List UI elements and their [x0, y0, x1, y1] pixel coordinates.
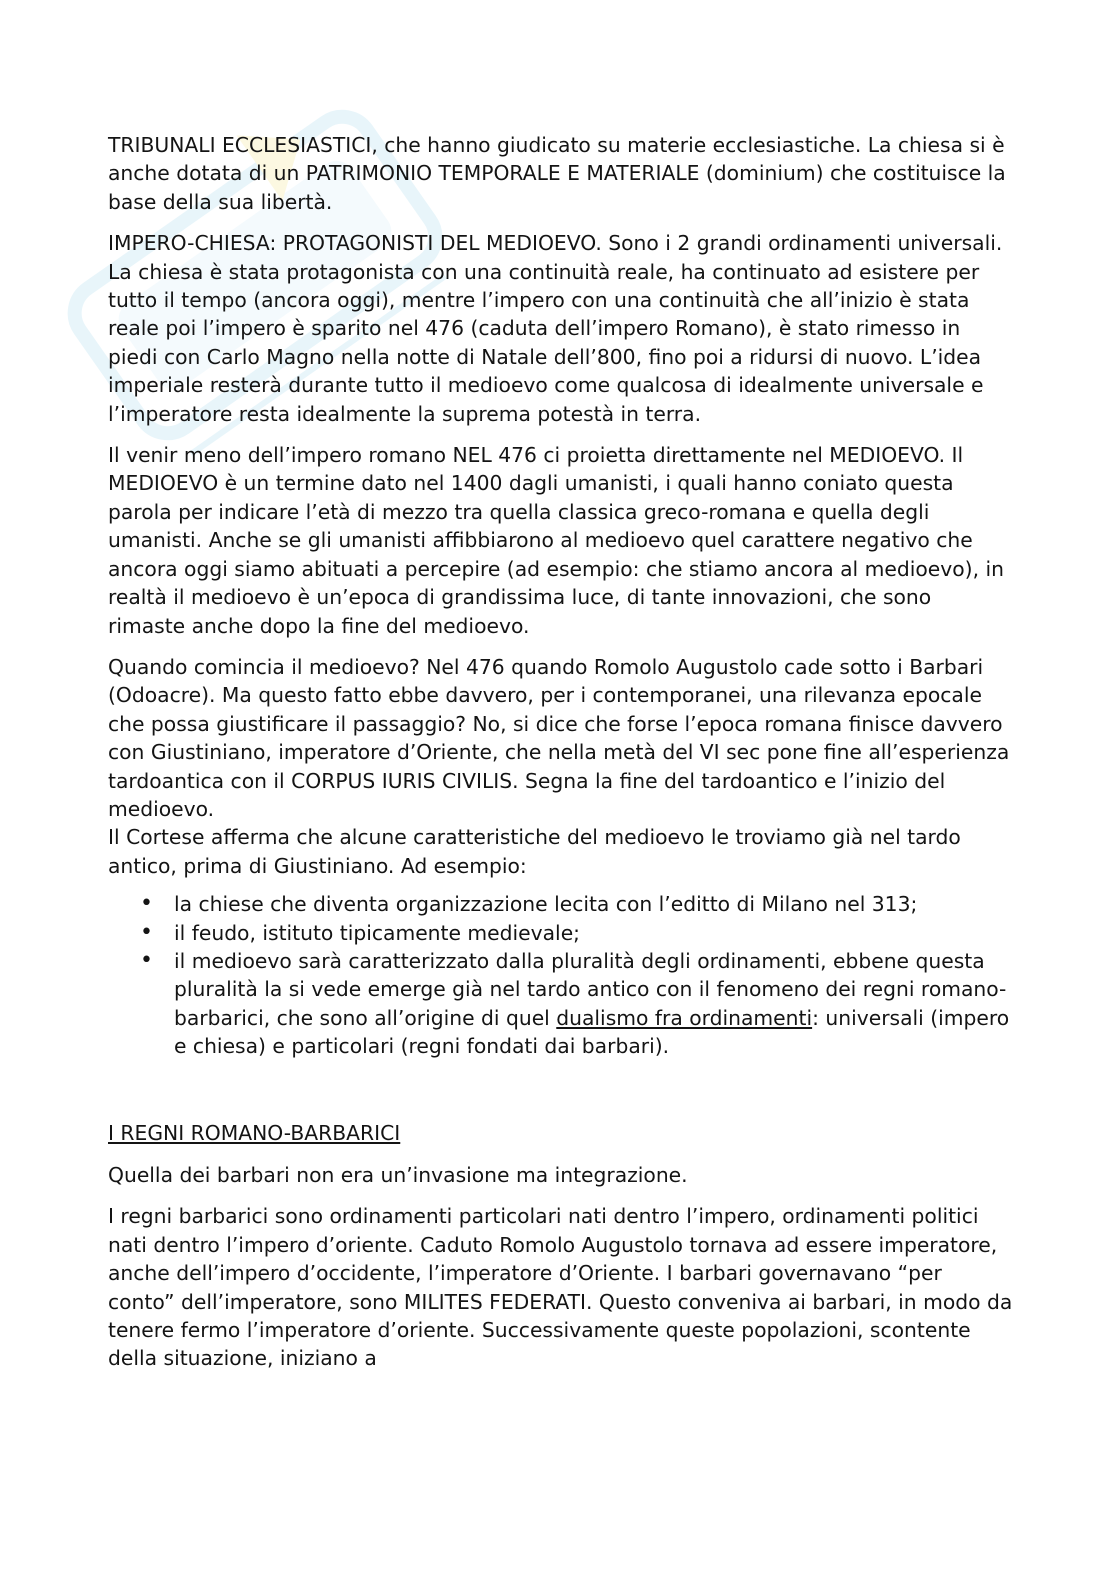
paragraph-impero-chiesa: IMPERO-CHIESA: PROTAGONISTI DEL MEDIOEVO. Sono i 2 grandi ordinamenti universali. La chiesa è stata protagonista con una continuità reale, ha continuato ad esistere per tutto il tempo (ancora oggi), mentre l’impero con una continuità che all’inizio è stata reale poi l’impero è sparito nel 476 (caduta dell’impero Romano), è stato rimesso in piedi con Carlo Magno nella notte di Natale dell’800, fino poi a ridursi di nuovo. L’idea imperiale resterà durante tutto il medioevo come qualcosa di idealmente universale e l’imperatore resta idealmente la suprema potestà in terra. — [108, 231, 1003, 426]
list-item: • il feudo, istituto tipicamente medievale; — [174, 919, 1013, 947]
document-page — [108, 131, 1013, 1386]
paragraph-integrazione: Quella dei barbari non era un’invasione ma integrazione. — [108, 1163, 688, 1187]
paragraph-tribunali: TRIBUNALI ECCLESIASTICI, che hanno giudicato su materie ecclesiastiche. La chiesa si è anche dotata di un PATRIMONIO TEMPORALE E MATERIALE (dominium) che costituisce la base della sua libertà. — [108, 133, 1006, 214]
section-heading: I REGNI ROMANO-BARBARICI — [108, 1120, 401, 1145]
paragraph-regni-barbarici: I regni barbarici sono ordinamenti particolari nati dentro l’impero, ordinamenti politici nati dentro l’impero d’oriente. Caduto Romolo Augustolo tornava ad essere imperatore, anche dell’impero d’occidente, l’imperatore d’Oriente. I barbari governavano “per conto” dell’imperatore, sono MILITES FEDERATI. Questo conveniva ai barbari, in modo da tenere fermo l’imperatore d’oriente. Successivamente queste popolazioni, scontente della situazione, iniziano a — [108, 1204, 1013, 1371]
list-item-text: il medioevo sarà caratterizzato dalla pluralità degli ordinamenti, ebbene questa pluralità la si vede emerge già nel tardo antico con il fenomeno dei regni romano-barbarici, che sono all’origine di quel — [174, 948, 1007, 1030]
bullet-list — [108, 890, 1013, 1060]
underlined-term: dualismo fra ordinamenti — [556, 1005, 813, 1030]
paragraph-fine-impero: Il venir meno dell’impero romano NEL 476 ci proietta direttamente nel MEDIOEVO. Il MEDIOEVO è un termine dato nel 1400 dagli umanisti, i quali hanno coniato questa parola per indicare l’età di mezzo tra quella classica greco-romana e quella degli umanisti. Anche se gli umanisti affibbiarono al medioevo quel carattere negativo che ancora oggi siamo abituati a percepire (ad esempio: che stiamo ancora al medioevo), in realtà il medioevo è un’epoca di grandissima luce, di tante innovazioni, che sono rimaste anche dopo la fine del medioevo. — [108, 443, 1004, 638]
list-item — [174, 947, 1013, 1061]
paragraph-inizio-medioevo: Quando comincia il medioevo? Nel 476 quando Romolo Augustolo cade sotto i Barbari (Odoacre). Ma questo fatto ebbe davvero, per i contemporanei, una rilevanza epocale che possa giustificare il passaggio? No, si dice che forse l’epoca romana finisce davvero con Giustiniano, imperatore d’Oriente, che nella metà del VI sec pone fine all’esperienza tardoantica con il CORPUS IURIS CIVILIS. Segna la fine del tardoantico e l’inizio del medioevo. — [108, 654, 1010, 821]
list-item: • la chiese che diventa organizzazione lecita con l’editto di Milano nel 313; — [174, 890, 1013, 918]
paragraph-cortese: Il Cortese afferma che alcune caratteristiche del medioevo le troviamo già nel tardo antico, prima di Giustiniano. Ad esempio: — [108, 825, 961, 878]
list-item-text: : universali (impero e chiesa) e particolari (regni fondati dai barbari). — [174, 1005, 1010, 1059]
